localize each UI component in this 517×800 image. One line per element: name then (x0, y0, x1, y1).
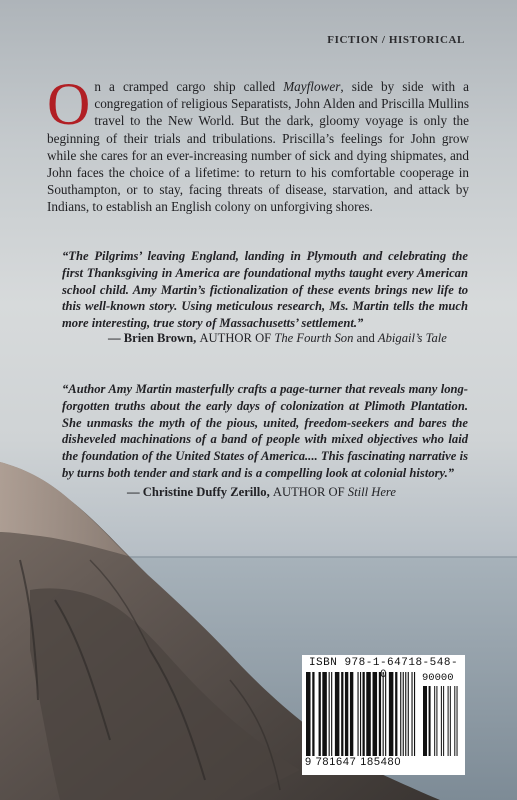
barcode-bar (322, 672, 327, 756)
price-code: 90000 (422, 672, 454, 684)
barcode-bar (341, 672, 343, 756)
barcode-bar (450, 686, 451, 756)
barcode-bar (331, 672, 332, 756)
author-of-label: AUTHOR OF (199, 331, 272, 345)
barcode-bar (383, 672, 384, 756)
addon-bars (423, 686, 461, 756)
synopsis-paragraph (47, 71, 469, 216)
review-attribution-2 (127, 485, 396, 500)
author-of-label: AUTHOR OF (272, 485, 345, 499)
barcode-bar (360, 672, 361, 756)
barcode-bar (350, 672, 353, 756)
attribution-dash: — (127, 485, 143, 499)
attribution-dash: — (108, 331, 124, 345)
barcode-bar (411, 672, 412, 756)
barcode-bar (373, 672, 378, 756)
reviewer-book-title: Abigail’s Tale (377, 331, 447, 345)
barcode-bar (312, 672, 314, 756)
review-attribution-1 (108, 331, 447, 346)
barcode-bar (400, 672, 401, 756)
barcode-bar (345, 672, 348, 756)
barcode-bar (357, 672, 358, 756)
reviewer-name: Christine Duffy Zerillo, (142, 485, 270, 499)
synopsis-text-1: n a cramped cargo ship called (94, 79, 284, 94)
reviewer-name: Brien Brown, (123, 331, 197, 345)
drop-cap: O (47, 71, 91, 137)
barcode-bar (414, 672, 415, 756)
barcode-bar (363, 672, 365, 756)
barcode-bar (329, 672, 330, 756)
barcode-bar (306, 672, 311, 756)
barcode-bar (366, 672, 371, 756)
barcode-bar (454, 686, 455, 756)
barcode-bar (408, 672, 409, 756)
barcode-bar (457, 686, 458, 756)
review-quote-2: “Author Amy Martin masterfully crafts a page-turner that reveals many long-forgotten truths about the early days of colonization at Plimoth Plantation. She unmasks the myth of the pious, united, freedom-seekers and bares the disheveled machinations of a band of people with mixed objectives who laid the foundation of the United States of America.... This fascinating narrative is by turns both tender and stark and is a compelling look at colonial history.” (62, 382, 468, 480)
review-quote-1: “The Pilgrims’ leaving England, landing in Plymouth and celebrating the first Thanksgiving in America are foundational myths taught every American school child. Amy Martin’s fictionalization of these events brings new life to this well-known story. Using meticulous research, Ms. Martin tells the much more interesting, true story of Massachusetts’ settlement.” (62, 249, 468, 331)
barcode-bar (429, 686, 431, 756)
barcode-bar (395, 672, 397, 756)
barcode-bar (443, 686, 444, 756)
synopsis-text-2: , side by side with a congregation of religious Separatists, John Alden and Priscilla Mullins travel to the New World. But the dark, gloomy voyage is only the beginning of their trials and tribulations. Priscilla’s feelings for John grow while she cares for an ever-increasing number of sick and dying shipmates, and John faces the choice of a lifetime: to return to his comfortable cooperage in Southampton, or to stay, facing threats of disease, starvation, and attack by Indians, to establish an English colony on unforgiving shores. (47, 79, 469, 215)
barcode-bar (405, 672, 406, 756)
ship-name: Mayflower (283, 79, 341, 94)
barcode-bar (379, 672, 381, 756)
conjunction: and (356, 331, 375, 345)
isbn-number: ISBN 978-1-64718-548- (308, 657, 459, 669)
barcode-bar (436, 686, 437, 756)
reviewer-book-title: The Fourth Son (274, 331, 354, 345)
barcode-bar (403, 672, 404, 756)
barcode-bar (319, 672, 321, 756)
isbn-barcode (302, 655, 465, 775)
category-label: FICTION / HISTORICAL (327, 34, 465, 46)
barcode-bar (448, 686, 449, 756)
barcode-bar (385, 672, 386, 756)
ean-bars (306, 672, 419, 756)
ean-digits: 9 781647 185480 (305, 756, 402, 768)
barcode-bar (423, 686, 427, 756)
barcode-bar (389, 672, 394, 756)
reviewer-book-title: Still Here (347, 485, 396, 499)
barcode-bar (434, 686, 435, 756)
barcode-bar (335, 672, 340, 756)
barcode-bar (441, 686, 442, 756)
